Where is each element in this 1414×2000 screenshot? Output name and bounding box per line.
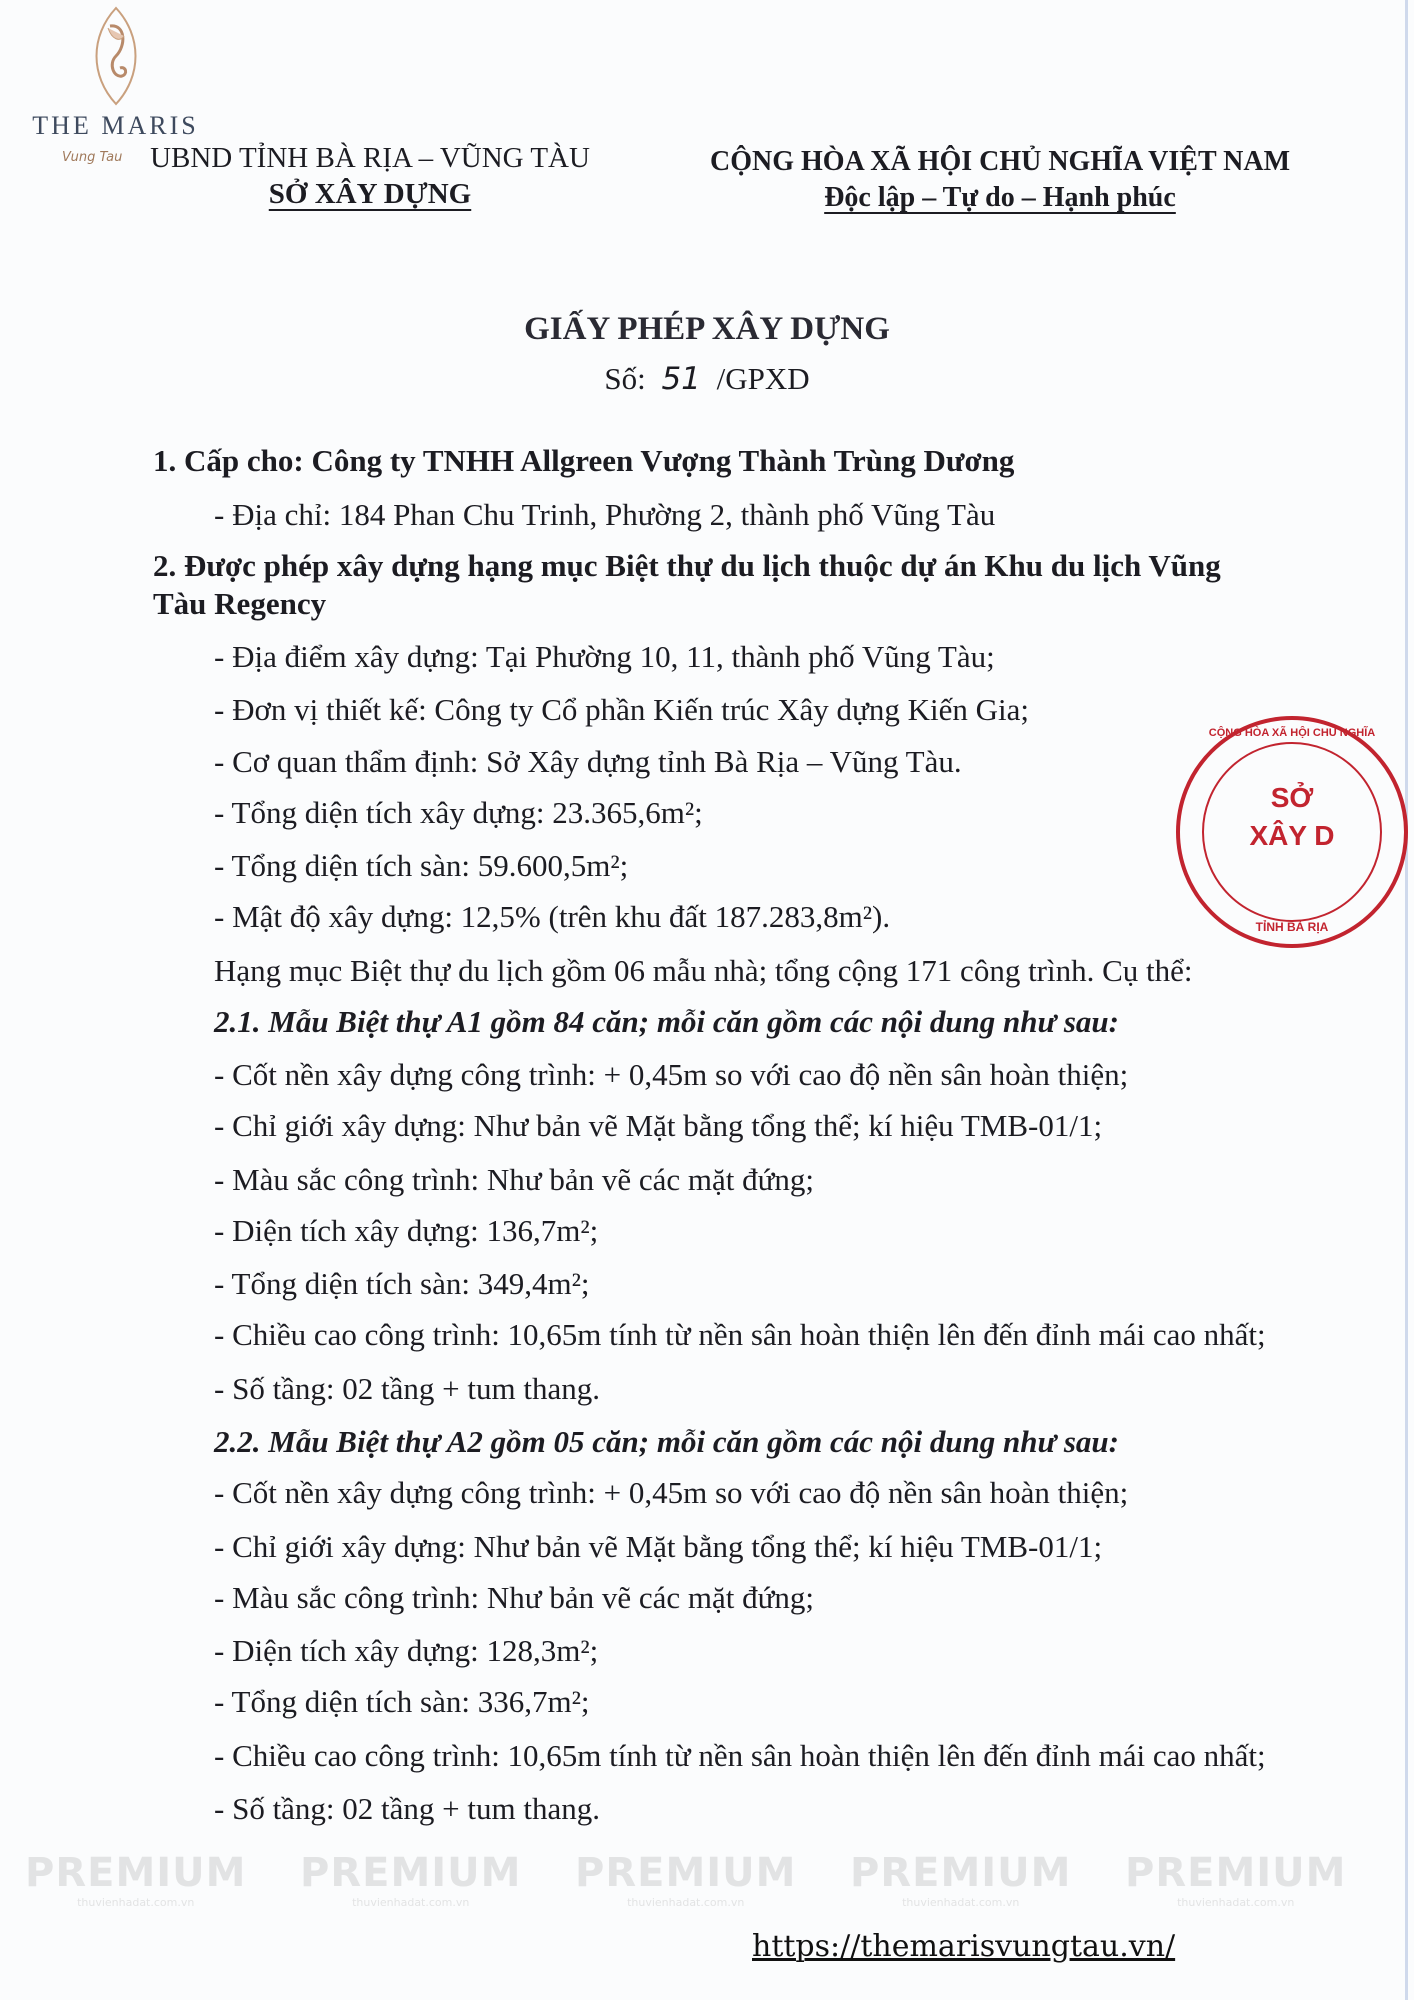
body-line: - Diện tích xây dựng: 136,7m²; (214, 1213, 599, 1248)
body-line: Hạng mục Biệt thự du lịch gồm 06 mẫu nhà; tổng cộng 171 công trình. Cụ thể: (214, 953, 1193, 988)
issuer-department: SỞ XÂY DỰNG (268, 178, 472, 210)
body-line: - Diện tích xây dựng: 128,3m²; (214, 1633, 599, 1668)
handwritten-number: 51 (661, 361, 701, 397)
body-line: - Chiều cao công trình: 10,65m tính từ nền sân hoàn thiện lên đến đỉnh mái cao nhất; (214, 1317, 1266, 1352)
body-line: - Địa chỉ: 184 Phan Chu Trinh, Phường 2, thành phố Vũng Tàu (214, 497, 996, 532)
body-line: 1. Cấp cho: Công ty TNHH Allgreen Vượng Thành Trùng Dương (153, 443, 1015, 478)
body-line: - Địa điểm xây dựng: Tại Phường 10, 11, thành phố Vũng Tàu; (214, 639, 995, 674)
body-line: - Tổng diện tích sàn: 59.600,5m²; (214, 848, 629, 883)
seahorse-emblem-icon (86, 6, 146, 106)
body-line: - Tổng diện tích sàn: 336,7m²; (214, 1684, 590, 1719)
website-link[interactable]: https://themarisvungtau.vn/ (752, 1929, 1176, 1964)
body-line: - Số tầng: 02 tầng + tum thang. (214, 1371, 601, 1406)
body-line: - Cơ quan thẩm định: Sở Xây dựng tỉnh Bà Rịa – Vũng Tàu. (214, 744, 962, 779)
issuer-header (150, 140, 590, 212)
body-line: - Chỉ giới xây dựng: Như bản vẽ Mặt bằng tổng thể; kí hiệu TMB-01/1; (214, 1108, 1103, 1143)
body-line: - Màu sắc công trình: Như bản vẽ các mặt đứng; (214, 1162, 815, 1197)
watermark: PREMIUM thuvienhadat.com.vn (25, 1850, 247, 1909)
body-line: - Tổng diện tích xây dựng: 23.365,6m²; (214, 795, 703, 830)
scan-edge (1405, 0, 1408, 2000)
national-motto: Độc lập – Tự do – Hạnh phúc (824, 182, 1176, 213)
stamp-center-line1: SỞ (1270, 782, 1314, 813)
stamp-ring-text: CỘNG HÒA XÃ HỘI CHỦ NGHĨA (1208, 727, 1376, 739)
the-maris-logo (28, 6, 203, 141)
body-line: Tàu Regency (153, 586, 327, 621)
watermark: PREMIUM thuvienhadat.com.vn (1125, 1850, 1347, 1909)
number-prefix: Số: (604, 361, 646, 396)
watermark: PREMIUM thuvienhadat.com.vn (300, 1850, 522, 1909)
body-line: - Chỉ giới xây dựng: Như bản vẽ Mặt bằng tổng thể; kí hiệu TMB-01/1; (214, 1529, 1103, 1564)
body-line: 2.2. Mẫu Biệt thự A2 gồm 05 căn; mỗi căn gồm các nội dung như sau: (214, 1424, 1119, 1459)
body-line: - Mật độ xây dựng: 12,5% (trên khu đất 187.283,8m²). (214, 899, 891, 934)
document-title: GIẤY PHÉP XÂY DỰNG (524, 311, 890, 347)
body-line: - Chiều cao công trình: 10,65m tính từ nền sân hoàn thiện lên đến đỉnh mái cao nhất; (214, 1738, 1266, 1773)
body-line: 2.1. Mẫu Biệt thự A1 gồm 84 căn; mỗi căn gồm các nội dung như sau: (214, 1004, 1119, 1039)
body-line: 2. Được phép xây dựng hạng mục Biệt thự du lịch thuộc dự án Khu du lịch Vũng (153, 548, 1221, 583)
stamp-center-line2: XÂY D (1249, 820, 1335, 851)
issuer-province: UBND TỈNH BÀ RỊA – VŨNG TÀU (150, 142, 590, 174)
logo-name: THE MARIS (32, 111, 199, 140)
official-red-stamp (1176, 716, 1408, 948)
national-header (690, 144, 1310, 216)
watermark: PREMIUM thuvienhadat.com.vn (850, 1850, 1072, 1909)
body-line: - Đơn vị thiết kế: Công ty Cổ phần Kiến trúc Xây dựng Kiến Gia; (214, 692, 1029, 727)
body-line: - Số tầng: 02 tầng + tum thang. (214, 1791, 601, 1826)
document-number (0, 360, 1414, 398)
stamp-bottom-text: TỈNH BÀ RỊA (1255, 920, 1329, 934)
number-suffix: /GPXD (716, 361, 810, 396)
body-line: - Cốt nền xây dựng công trình: + 0,45m so với cao độ nền sân hoàn thiện; (214, 1057, 1129, 1092)
body-line: - Màu sắc công trình: Như bản vẽ các mặt đứng; (214, 1580, 815, 1615)
logo-subtitle: Vung Tau (62, 150, 123, 165)
body-line: - Tổng diện tích sàn: 349,4m²; (214, 1266, 590, 1301)
watermark: PREMIUM thuvienhadat.com.vn (575, 1850, 797, 1909)
national-title: CỘNG HÒA XÃ HỘI CHỦ NGHĨA VIỆT NAM (709, 146, 1291, 177)
body-line: - Cốt nền xây dựng công trình: + 0,45m so với cao độ nền sân hoàn thiện; (214, 1475, 1129, 1510)
